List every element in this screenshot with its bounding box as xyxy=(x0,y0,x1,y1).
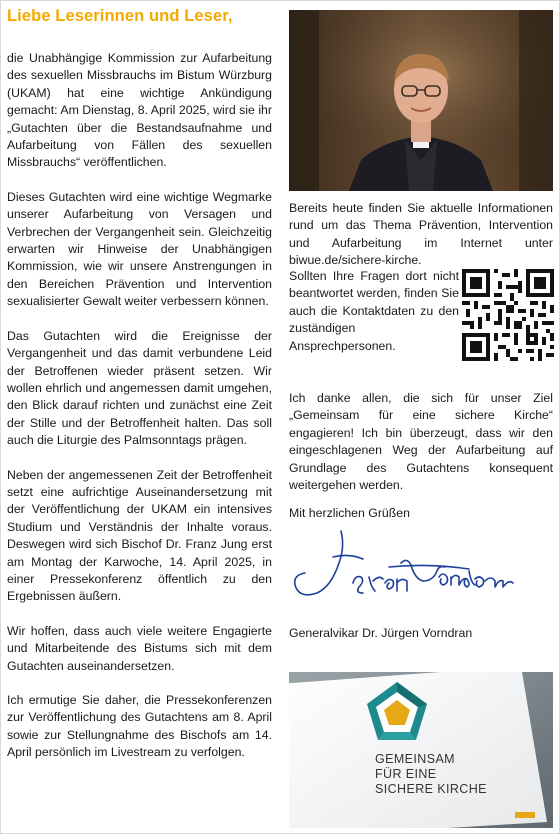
portrait-photo xyxy=(289,10,553,191)
page-heading: Liebe Leserinnen und Leser, xyxy=(7,7,233,25)
card-brand-mark xyxy=(515,812,535,818)
paragraph: Neben der angemessenen Zeit der Betroffenheit setzt eine aufrichtige Auseinandersetzung mit der Veröffentlichung der UKAM ein intensives Studium und Verständnis der Inhalte voraus. Deswegen wird sich Bischof Dr. Franz Jung erst am Montag der Karwoche, 14. April 2025, in einer Pressekonferenz öffentlich zu den Ergebnissen äußern. xyxy=(7,467,272,604)
qr-code[interactable] xyxy=(462,269,554,361)
closing-block xyxy=(289,390,553,494)
paragraph: Sollten Ihre Fragen dort nicht beantwortet werden, finden Sie auch die Kontaktdaten zu den zuständigen Ansprechpersonen. xyxy=(289,269,459,353)
paragraph: Ich ermutige Sie daher, die Pressekonferenzen zur Veröffentlichung des Gutachtens am 8. April sowie zur Stellungnahme des Bischofs am 14. April persönlich im Livestream zu verfolgen. xyxy=(7,693,272,760)
card-line-2: FÜR EINE xyxy=(375,767,437,781)
paragraph: Wir hoffen, dass auch viele weitere Engagierte und Mitarbeitende des Bistums sich mit dem Gutachten auseinandersetzen. xyxy=(7,623,272,673)
campaign-card-photo xyxy=(289,672,553,828)
signer-name: Generalvikar Dr. Jürgen Vorndran xyxy=(289,626,473,640)
greeting: Mit herzlichen Grüßen xyxy=(289,506,410,520)
left-column xyxy=(7,50,272,779)
paragraph: Bereits heute finden Sie aktuelle Informationen rund um das Thema Prävention, Intervention und Aufarbeitung im Internet unter biwue.de/sichere-kirche. xyxy=(289,201,553,268)
paragraph: Ich danke allen, die sich für unser Ziel „Gemeinsam für eine sichere Kirche“ engagieren! Ich bin überzeugt, dass wir den eingeschlagenen Weg der Aufarbeitung auf Grundlage des Gutachtens konsequent weitergehen werden. xyxy=(289,391,553,493)
paragraph: Das Gutachten wird die Ereignisse der Vergangenheit und das damit verbundene Leid der Betroffenen wieder präsent setzen. Wir wollen ehrlich und angemessen damit umgehen, den Blick darauf richten und zunächst eine Zeit der Stille und der Betroffenheit halten. Das soll auch die Liturgie des Palmsonntags prägen. xyxy=(7,328,272,448)
card-line-1: GEMEINSAM xyxy=(375,752,455,766)
qr-text-block xyxy=(289,268,459,355)
handwritten-signature xyxy=(289,527,553,617)
signature-block xyxy=(289,505,553,640)
paragraph: Dieses Gutachten wird eine wichtige Wegmarke unserer Aufarbeitung von Versagen und Verbrechen der Vergangenheit sein. Gleichzeitig erwarten wir Hinweise der Unabhängigen Kommission, wie wir unsere Anstrengungen in den Bereichen Prävention und Intervention sexualisierter Gewalt weiter verbessern können. xyxy=(7,189,272,309)
paragraph: die Unabhängige Kommission zur Aufarbeitung des sexuellen Missbrauchs im Bistum Würzburg (UKAM) hat eine wichtige Ankündigung gemacht: Am Dienstag, 8. April 2025, wird sie ihr „Gutachten über die Bestandsaufnahme und Aufarbeitung von Fällen des sexuellen Missbrauchs“ veröffentlichen. xyxy=(7,51,272,170)
card-line-3: SICHERE KIRCHE xyxy=(375,782,487,796)
